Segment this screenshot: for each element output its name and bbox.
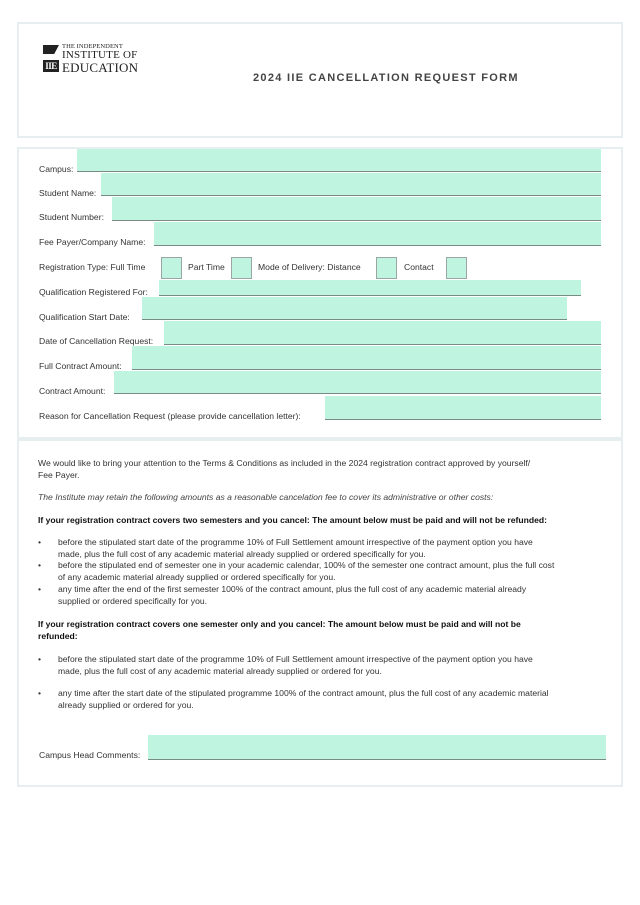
one-semester-heading-line-2: refunded: [38, 630, 78, 641]
qualification-start-label: Qualification Start Date: [39, 312, 130, 322]
two-semester-heading: If your registration contract covers two semesters and you cancel: The amount below must be paid and will not be refunded: [38, 515, 548, 525]
logo-line-1: THE INDEPENDENT [62, 43, 123, 50]
student-number-label: Student Number: [39, 212, 104, 222]
logo-line-3: EDUCATION [62, 60, 139, 75]
bullet-line: before the stipulated start date of the programme 10% of Full Settlement amount irrespective of the payment option you have [58, 654, 533, 664]
student-name-label: Student Name: [39, 188, 97, 198]
full-contract-amount-label: Full Contract Amount: [39, 361, 122, 371]
registration-type-label: Registration Type: Full Time [39, 262, 146, 272]
campus-head-comments-field[interactable] [148, 735, 606, 760]
campus-label: Campus: [39, 164, 74, 174]
full-time-checkbox[interactable] [161, 257, 182, 279]
cancellation-date-label: Date of Cancellation Request: [39, 336, 154, 346]
student-number-field[interactable] [112, 197, 601, 221]
terms-intro-line-2: Fee Payer. [38, 469, 80, 480]
contact-checkbox[interactable] [446, 257, 467, 279]
bullet-line: supplied or ordered specifically for you. [58, 595, 208, 606]
terms-intro [38, 458, 608, 481]
logo-mark-icon [43, 45, 59, 54]
part-time-label: Part Time [188, 262, 225, 272]
contract-amount-label: Contract Amount: [39, 386, 106, 396]
terms-intro-line-1: We would like to bring your attention to the Terms & Conditions as included in the 2024 registration contract approved by yourself/ [38, 458, 531, 468]
bullet-line: any time after the start date of the stipulated programme 100% of the contract amount, plus the full cost of any academic material [58, 688, 549, 698]
fee-payer-field[interactable] [154, 222, 601, 246]
bullet-line: made, plus the full cost of any academic material already supplied or ordered for you. [58, 665, 382, 676]
fee-payer-label: Fee Payer/Company Name: [39, 237, 146, 247]
bullet-dot: • [38, 654, 42, 664]
bullet-line: before the stipulated end of semester one in your academic calendar, 100% of the semester one contract amount, plus the full cost [58, 560, 555, 570]
one-semester-heading [38, 619, 606, 642]
full-contract-amount-field[interactable] [132, 346, 601, 370]
iie-logo [43, 42, 147, 76]
cancellation-date-field[interactable] [164, 321, 601, 345]
student-name-field[interactable] [101, 173, 601, 196]
distance-checkbox[interactable] [376, 257, 397, 279]
logo-iie-mark: IIE [43, 60, 59, 72]
bullet-line: already supplied or ordered for you. [58, 699, 194, 710]
reason-label: Reason for Cancellation Request (please provide cancellation letter): [39, 411, 301, 421]
bullet-line: made, plus the full cost of any academic material already supplied or ordered specifically for you. [58, 548, 426, 559]
bullet-line: any time after the end of the first semester 100% of the contract amount, plus the full cost of any academic material already [58, 584, 527, 594]
bullet-dot: • [38, 584, 42, 594]
bullet-line: before the stipulated start date of the programme 10% of Full Settlement amount irrespective of the payment option you have [58, 537, 533, 547]
bullet-dot: • [38, 560, 42, 570]
mode-of-delivery-label: Mode of Delivery: Distance [258, 262, 361, 272]
one-semester-heading-line-1: If your registration contract covers one semester only and you cancel: The amount below must be paid and will not be [38, 619, 521, 629]
campus-field[interactable] [77, 149, 601, 172]
qualification-registered-label: Qualification Registered For: [39, 287, 148, 297]
qualification-registered-field[interactable] [159, 280, 581, 296]
terms-italic-note: The Institute may retain the following amounts as a reasonable cancelation fee to cover its administrative or other costs: [38, 492, 494, 502]
form-title: 2024 IIE CANCELLATION REQUEST FORM [253, 72, 519, 84]
contract-amount-field[interactable] [114, 371, 601, 394]
contact-label: Contact [404, 262, 434, 272]
logo-line-2: INSTITUTE OF [62, 49, 138, 61]
bullet-dot: • [38, 537, 42, 547]
part-time-checkbox[interactable] [231, 257, 252, 279]
bullet-dot: • [38, 688, 42, 698]
bullet-line: of any academic material already supplied or ordered specifically for you. [58, 571, 336, 582]
qualification-start-field[interactable] [142, 297, 567, 320]
campus-head-comments-label: Campus Head Comments: [39, 750, 141, 760]
reason-field[interactable] [325, 396, 601, 420]
